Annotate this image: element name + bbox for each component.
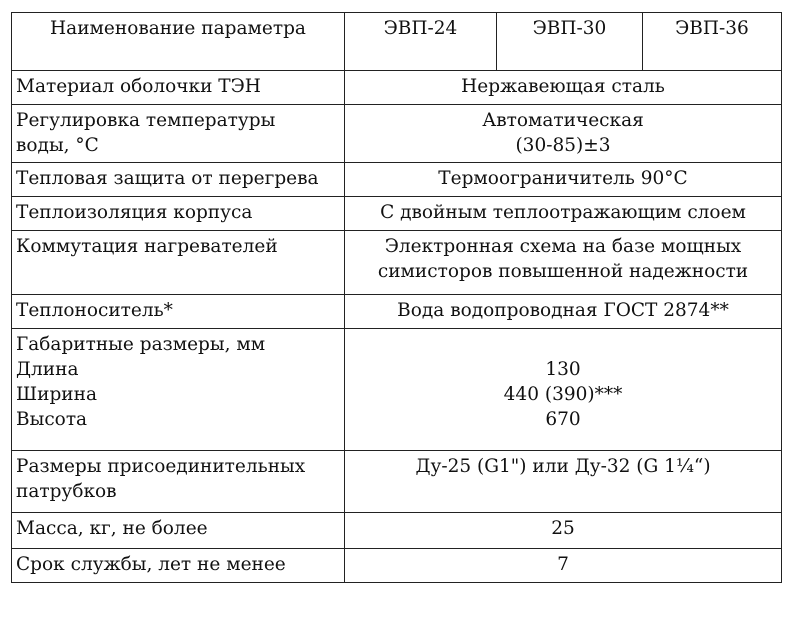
- row-param: Срок службы, лет не менее: [12, 549, 345, 583]
- row-value-line: 130: [545, 359, 581, 380]
- table-row: [12, 71, 782, 105]
- table-row: [12, 163, 782, 197]
- row-param: Масса, кг, не более: [12, 513, 345, 549]
- table-row: [12, 105, 782, 163]
- row-param-line: Размеры присоединительных: [16, 456, 306, 477]
- row-param-line: Габаритные размеры, мм: [16, 334, 266, 355]
- row-value: 7: [345, 549, 782, 583]
- row-param-line: Высота: [16, 409, 88, 430]
- table-row: [12, 513, 782, 549]
- header-model-2: ЭВП-30: [497, 13, 643, 71]
- row-value: Термоограничитель 90°С: [345, 163, 782, 197]
- row-value: [345, 231, 782, 295]
- row-value: 25: [345, 513, 782, 549]
- row-value-line: 670: [545, 409, 581, 430]
- row-param: [12, 329, 345, 451]
- row-value-line: 440 (390)***: [503, 384, 623, 405]
- header-model-3: ЭВП-36: [643, 13, 782, 71]
- table-row: [12, 197, 782, 231]
- row-value: [345, 329, 782, 451]
- row-param-line: воды, °С: [16, 135, 99, 156]
- table-row: [12, 451, 782, 513]
- row-value: Ду-25 (G1") или Ду-32 (G 1¼“): [345, 451, 782, 513]
- row-value-line: симисторов повышенной надежности: [377, 261, 749, 282]
- row-param: Тепловая защита от перегрева: [12, 163, 345, 197]
- row-param-line: Длина: [16, 359, 79, 380]
- table-row: [12, 549, 782, 583]
- header-model-1: ЭВП-24: [345, 13, 497, 71]
- header-row: [12, 13, 782, 71]
- row-value: С двойным теплоотражающим слоем: [345, 197, 782, 231]
- row-value: Вода водопроводная ГОСТ 2874**: [345, 295, 782, 329]
- row-param-line: патрубков: [16, 481, 117, 502]
- row-param: Теплоноситель*: [12, 295, 345, 329]
- row-param-line: Ширина: [16, 384, 97, 405]
- row-param-line: Регулировка температуры: [16, 110, 276, 131]
- row-param: Коммутация нагревателей: [12, 231, 345, 295]
- row-param: Материал оболочки ТЭН: [12, 71, 345, 105]
- table-row: [12, 231, 782, 295]
- spec-table-container: [11, 12, 782, 583]
- row-param: [12, 451, 345, 513]
- table-row: [12, 295, 782, 329]
- row-value: Нержавеющая сталь: [345, 71, 782, 105]
- row-value-line: Электронная схема на базе мощных: [384, 236, 742, 257]
- row-param: [12, 105, 345, 163]
- row-value-line: Автоматическая: [482, 110, 644, 131]
- spec-table: [11, 12, 782, 583]
- row-param: Теплоизоляция корпуса: [12, 197, 345, 231]
- row-value-line: (30-85)±3: [515, 135, 611, 156]
- row-value: [345, 105, 782, 163]
- table-row: [12, 329, 782, 451]
- header-param: Наименование параметра: [12, 13, 345, 71]
